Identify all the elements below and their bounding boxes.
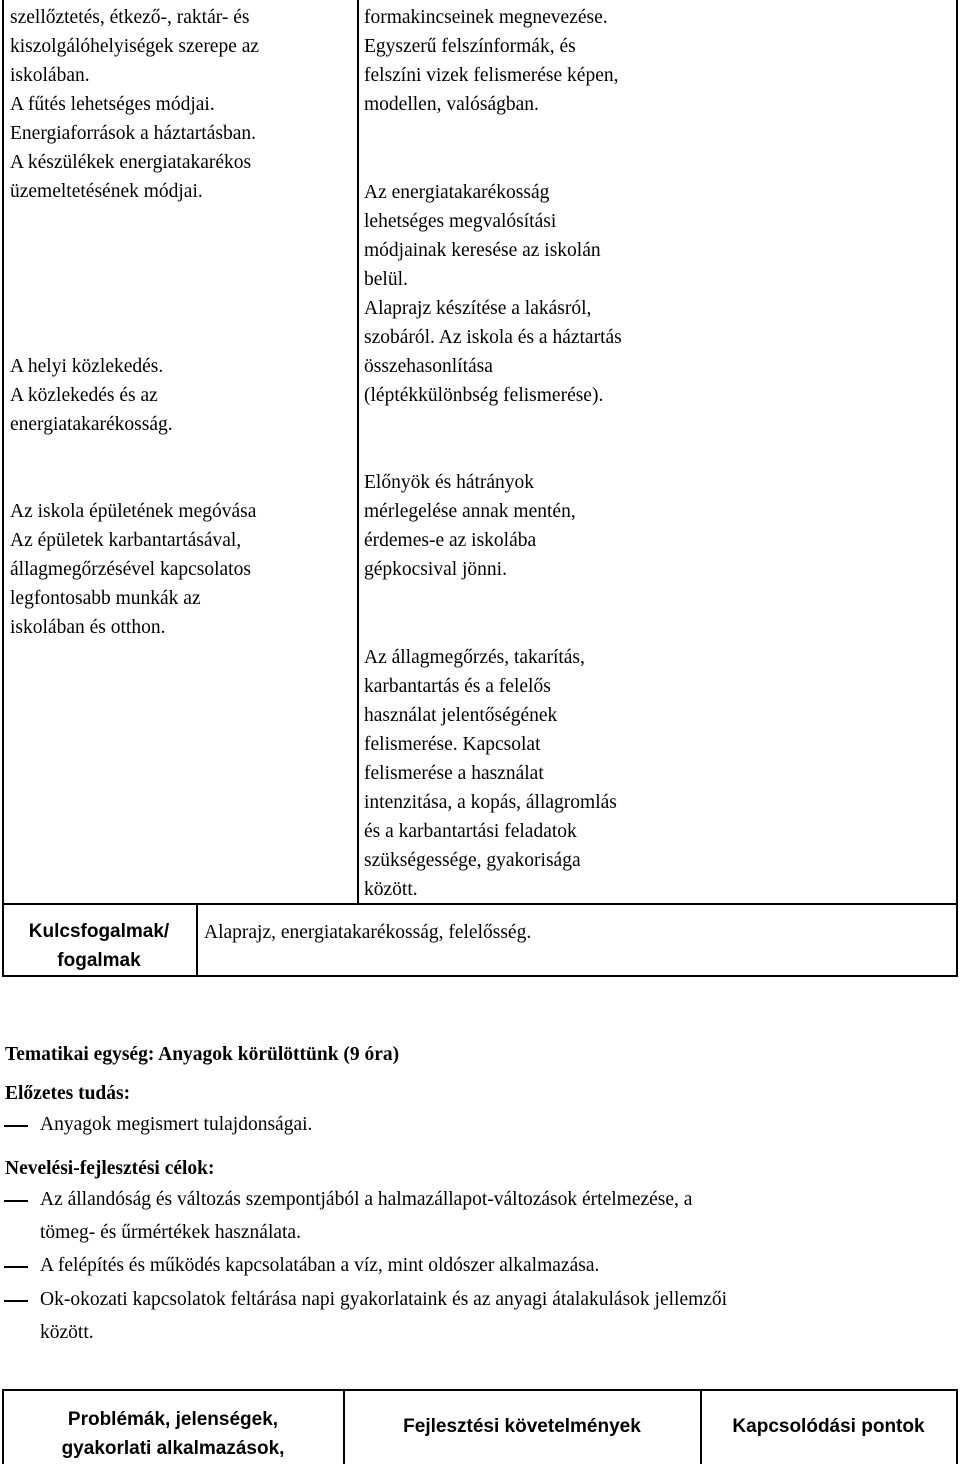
- text-line: gépkocsival jönni.: [364, 559, 507, 580]
- text-line: A fűtés lehetséges módjai.: [10, 94, 215, 115]
- header-connections: Kapcsolódási pontok: [732, 1416, 925, 1437]
- table-divider-middle: [357, 0, 359, 903]
- text-line: belül.: [364, 269, 408, 290]
- right-block-2: [364, 178, 949, 410]
- text-line: Energiaforrások a háztartásban.: [10, 123, 256, 144]
- text-line: Az energiatakarékosság: [364, 182, 550, 203]
- key-concepts-label-line: fogalmak: [57, 950, 141, 971]
- text-line: használat jelentőségének: [364, 705, 558, 726]
- text-line: üzemeltetésének módjai.: [10, 181, 203, 202]
- text-line: felismerése. Kapcsolat: [364, 734, 541, 755]
- left-block-1: [10, 3, 355, 206]
- table-border-right: [956, 0, 958, 976]
- table-divider-key: [196, 903, 198, 976]
- left-block-3: [10, 497, 355, 642]
- section-title: Tematikai egység: Anyagok körülöttünk (9 óra): [5, 1044, 400, 1065]
- key-concepts-label: [4, 917, 194, 975]
- dash-bullet: [4, 1300, 28, 1302]
- left-column: [10, 3, 355, 206]
- text-line: között.: [364, 879, 418, 900]
- header-problems: [4, 1405, 342, 1463]
- dash-bullet: [4, 1200, 28, 1202]
- text-line: módjainak keresése az iskolán: [364, 240, 601, 261]
- header-requirements: Fejlesztési követelmények: [403, 1416, 641, 1437]
- list-item-text: Ok-okozati kapcsolatok feltárása napi gyakorlataink és az anyagi átalakulások jellemzői: [40, 1289, 728, 1310]
- left-block-2: [10, 352, 355, 439]
- key-concepts-label-line: Kulcsfogalmak/: [28, 921, 170, 942]
- key-concepts-value: Alaprajz, energiatakarékosság, felelősség.: [204, 922, 532, 943]
- goals-label: Nevelési-fejlesztési célok:: [5, 1158, 215, 1179]
- list-item-text: Anyagok megismert tulajdonságai.: [40, 1114, 313, 1135]
- text-line: energiatakarékosság.: [10, 414, 173, 435]
- text-line: A közlekedés és az: [10, 385, 158, 406]
- text-line: Előnyök és hátrányok: [364, 472, 535, 493]
- text-line: szellőztetés, étkező-, raktár- és: [10, 7, 250, 28]
- list-item-text: A felépítés és működés kapcsolatában a víz, mint oldószer alkalmazása.: [40, 1255, 600, 1276]
- text-line: felszíni vizek felismerése képen,: [364, 65, 619, 86]
- text-line: és a karbantartási feladatok: [364, 821, 577, 842]
- list-item-text: között.: [40, 1322, 94, 1343]
- text-line: intenzitása, a kopás, állagromlás: [364, 792, 617, 813]
- text-line: szükségessége, gyakorisága: [364, 850, 581, 871]
- table-border-bottom: [2, 975, 958, 977]
- text-line: összehasonlítása: [364, 356, 493, 377]
- text-line: A készülékek energiatakarékos: [10, 152, 252, 173]
- text-line: karbantartás és a felelős: [364, 676, 551, 697]
- text-line: lehetséges megvalósítási: [364, 211, 557, 232]
- table-border-top: [2, 1389, 958, 1391]
- text-line: A helyi közlekedés.: [10, 356, 164, 377]
- list-item-text: tömeg- és űrmértékek használata.: [40, 1222, 301, 1243]
- text-line: iskolában.: [10, 65, 90, 86]
- text-line: iskolában és otthon.: [10, 617, 166, 638]
- text-line: Az iskola épületének megóvása: [10, 501, 257, 522]
- right-block-1: [364, 3, 949, 119]
- text-line: szobáról. Az iskola és a háztartás: [364, 327, 622, 348]
- dash-bullet: [4, 1266, 28, 1268]
- text-line: Az állagmegőrzés, takarítás,: [364, 647, 585, 668]
- text-line: állagmegőrzésével kapcsolatos: [10, 559, 251, 580]
- text-line: mérlegelése annak mentén,: [364, 501, 576, 522]
- text-line: érdemes-e az iskolába: [364, 530, 537, 551]
- text-line: felismerése a használat: [364, 763, 544, 784]
- text-line: legfontosabb munkák az: [10, 588, 201, 609]
- text-line: formakincseinek megnevezése.: [364, 7, 608, 28]
- text-line: (léptékkülönbség felismerése).: [364, 385, 604, 406]
- text-line: Az épületek karbantartásával,: [10, 530, 242, 551]
- table-border-right: [956, 1389, 958, 1464]
- table-border-left: [2, 0, 4, 976]
- list-item-text: Az állandóság és változás szempontjából a halmazállapot-változások értelmezése, a: [40, 1189, 693, 1210]
- header-text-line: gyakorlati alkalmazások,: [61, 1438, 285, 1459]
- right-block-3: [364, 468, 949, 584]
- dash-bullet: [4, 1125, 28, 1127]
- text-line: Alaprajz készítése a lakásról,: [364, 298, 592, 319]
- prior-knowledge-label: Előzetes tudás:: [5, 1083, 131, 1104]
- text-line: modellen, valóságban.: [364, 94, 539, 115]
- right-block-4: [364, 643, 949, 904]
- text-line: kiszolgálóhelyiségek szerepe az: [10, 36, 260, 57]
- header-text-line: Problémák, jelenségek,: [67, 1409, 279, 1430]
- text-line: Egyszerű felszínformák, és: [364, 36, 576, 57]
